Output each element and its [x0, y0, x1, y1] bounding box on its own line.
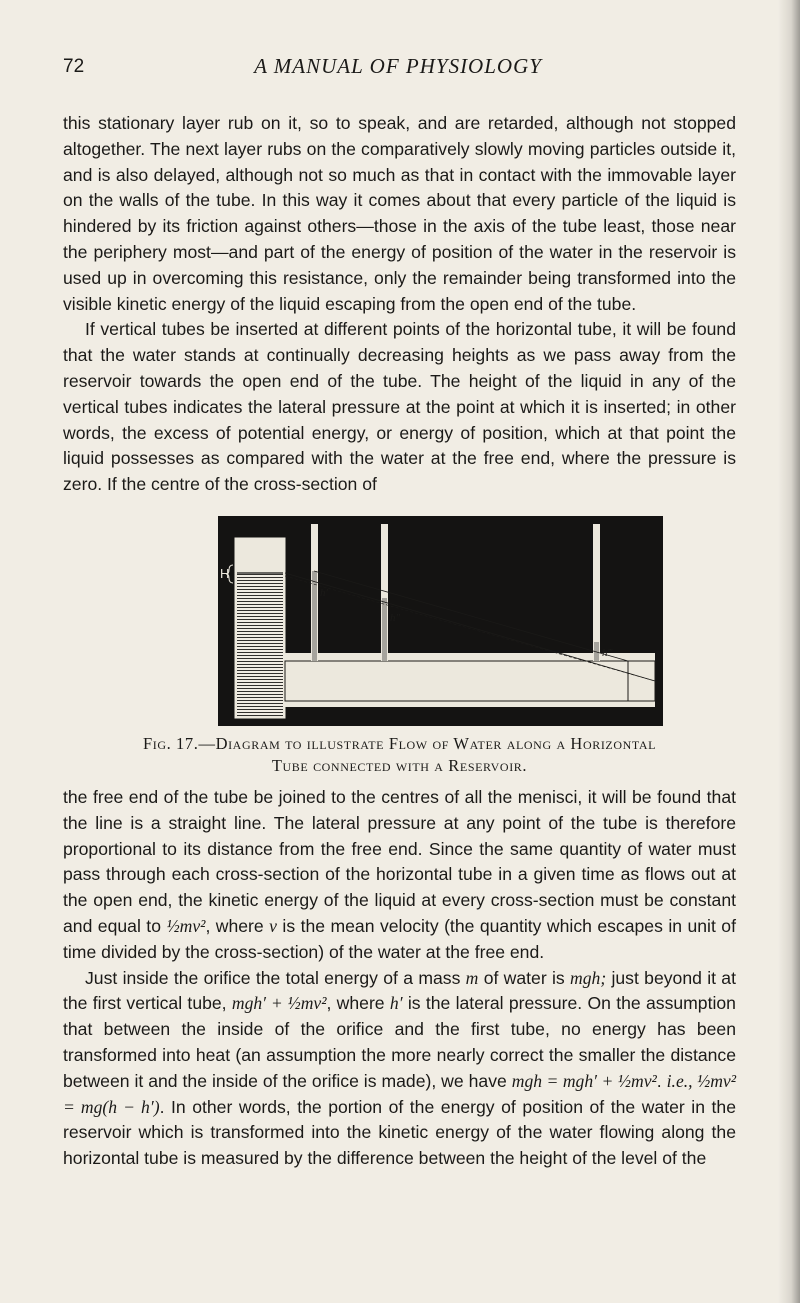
math-expression: mgh′ + ½mv²: [231, 993, 327, 1014]
figure-caption: [63, 733, 736, 777]
reservoir-water: [237, 573, 283, 716]
caption-line-2: Tube connected with a Reservoir.: [271, 756, 528, 775]
math-expression: ½mv²: [166, 915, 206, 936]
text-run: is the mean velocity (the quantity which escapes in unit of time divided by the cross-section) of the water at the free end.: [63, 915, 736, 962]
text-run: the free end of the tube be joined to the centres of all the menisci, it will be found that the line is a straight line. The lateral pressure at any point of the tube is therefore proportional to its distance from the free end. Since the same quantity of water must pass through each cross-section of the horizontal tube in a given time as flows out at the open end, the kinetic energy of the liquid at every cross-section must be constant and equal to: [63, 787, 736, 936]
label-h-double-prime: h″: [390, 612, 401, 624]
label-h-prime: h′: [320, 587, 328, 599]
text-run: Just inside the orifice the total energy of a mass: [85, 967, 466, 988]
paragraph: [63, 785, 736, 966]
vertical-tube-3: [593, 524, 600, 661]
math-expression: v: [269, 915, 277, 936]
body-text-bottom: [63, 785, 736, 1172]
text-run: , where: [326, 993, 390, 1014]
paragraph: If vertical tubes be inserted at different points of the horizontal tube, it will be found that the water stands at continually decreasing heights as we pass away from the reservoir towards the open end of the tube. The height of the liquid in any of the vertical tubes indicates the lateral pressure at the point at which it is inserted; in other words, the excess of potential energy, or energy of position, which at that point the liquid possesses as compared with the water at the free end, where the pressure is zero. If the centre of the cross-section of: [63, 319, 736, 495]
text-run: just beyond it at the first vertical tube,: [63, 967, 736, 1014]
math-expression: i.e., ½mv² = mg(h − h′): [63, 1070, 737, 1117]
text-run: , where: [205, 915, 270, 936]
running-title: A MANUAL OF PHYSIOLOGY: [254, 54, 542, 78]
math-expression: h′: [389, 993, 403, 1014]
text-run: of water is: [478, 967, 571, 988]
label-H: H: [220, 566, 230, 581]
text-run: .: [656, 1070, 667, 1091]
page-number: 72: [63, 56, 85, 77]
math-expression: mgh;: [570, 967, 607, 988]
vertical-tube-2-liquid: [382, 598, 387, 661]
page-edge-shadow: [778, 0, 800, 1303]
text-run: is the lateral pressure. On the assumption that between the inside of the orifice and the first tube, no energy has been transformed into heat (an assumption the more nearly correct the smaller the distance between it and the inside of the orifice is made), we have: [63, 993, 736, 1091]
page-header: [63, 52, 733, 82]
label-h-triple-prime: h‴: [602, 647, 613, 659]
figure-17-diagram: [218, 516, 663, 726]
paragraph: [63, 966, 736, 1172]
math-expression: m: [465, 967, 479, 988]
body-text-top: [63, 111, 736, 498]
paragraph: this stationary layer rub on it, so to speak, and are retarded, although not stopped altogether. The next layer rubs on the comparatively slowly moving particles outside it, and is also delayed, although not so much as that in contact with the immovable layer on the walls of the tube. In this way it comes about that every particle of the liquid is hindered by its friction against others—those in the axis of the tube least, those near the periphery most—and part of the energy of position of the water in the reservoir is used up in overcoming this resistance, only the remainder being transformed into the visible kinetic energy of the liquid escaping from the open end of the tube.: [63, 113, 736, 314]
math-expression: mgh = mgh′ + ½mv²: [511, 1070, 657, 1091]
caption-line-1: Fig. 17.—Diagram to illustrate Flow of Water along a Horizontal: [142, 734, 657, 753]
text-run: . In other words, the portion of the energy of position of the water in the reservoir which is transformed into the kinetic energy of the water flowing along the horizontal tube is measured by the difference between the height of the level of the: [63, 1096, 736, 1169]
